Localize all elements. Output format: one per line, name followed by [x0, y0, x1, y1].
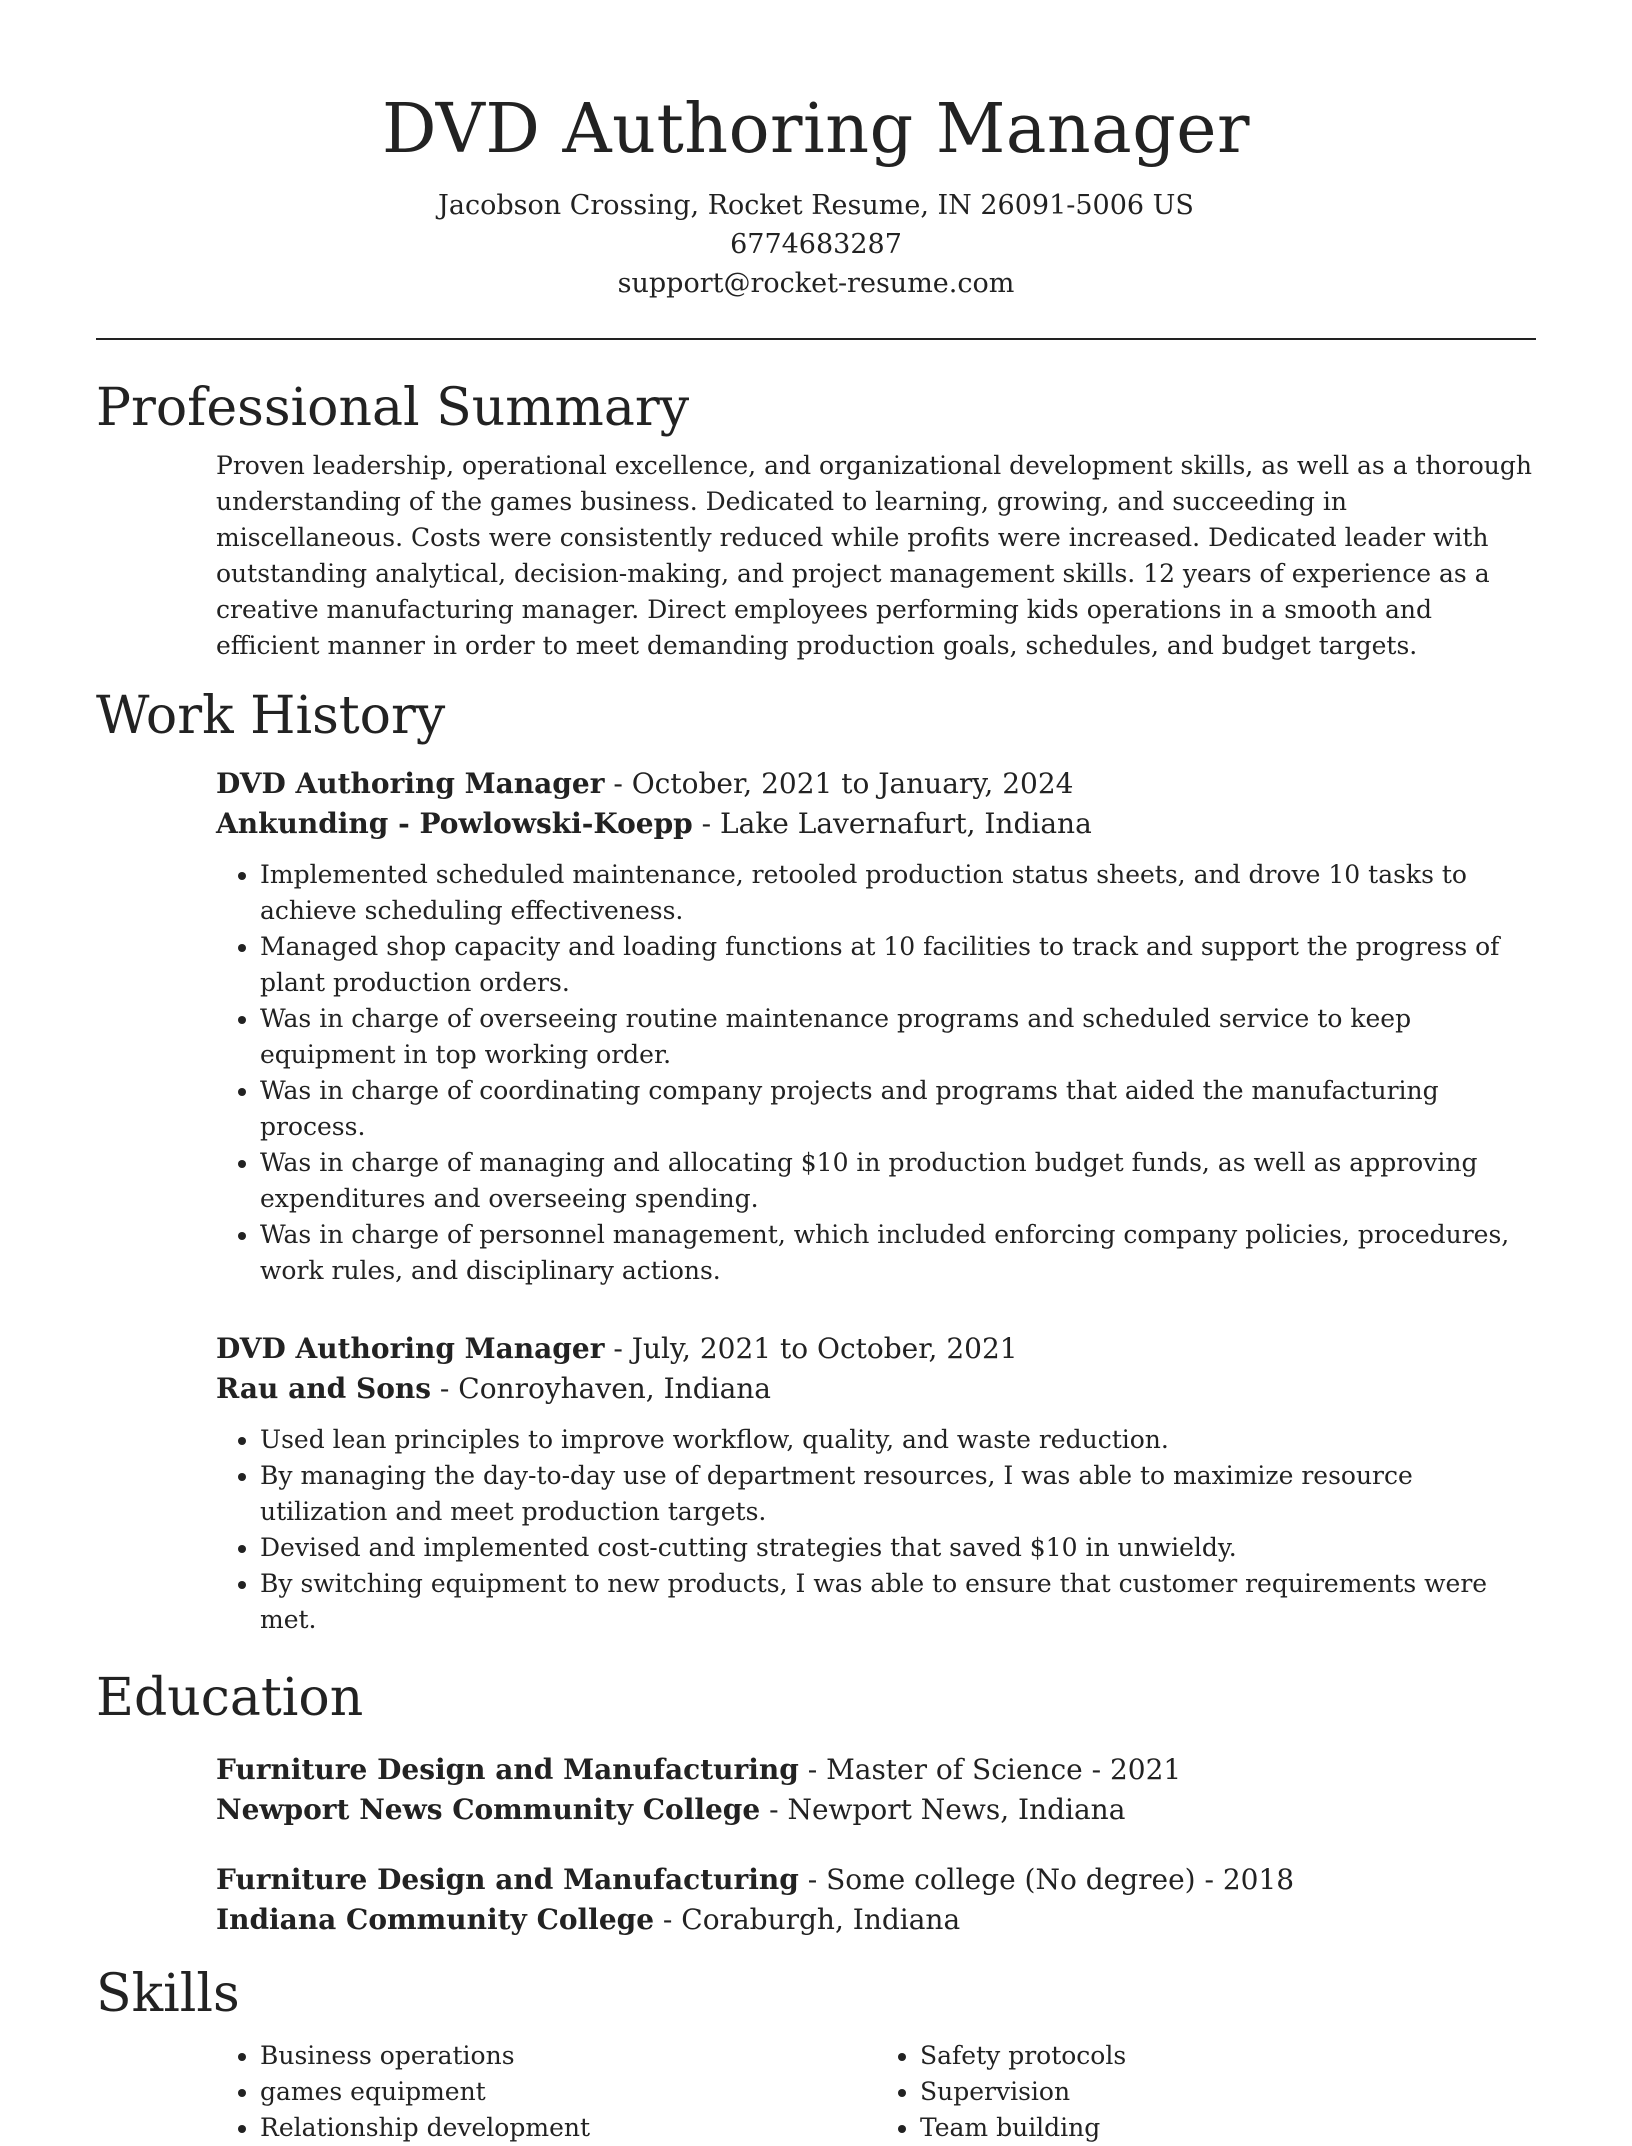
education-entry — [216, 1860, 1536, 1940]
education-heading: Education — [96, 1668, 364, 1728]
education-field: Furniture Design and Manufacturing — [216, 1863, 799, 1896]
skills-column-left — [216, 2038, 876, 2146]
job-company-line — [216, 1369, 1536, 1409]
skill-item: • Safety protocols — [920, 2038, 1536, 2074]
job-company-line — [216, 804, 1536, 844]
skill-item: • games equipment — [260, 2074, 876, 2110]
education-degree-year: - Master of Science - 2021 — [798, 1753, 1182, 1786]
contact-email: support@rocket-resume.com — [617, 268, 1015, 299]
education-degree-line — [216, 1750, 1536, 1790]
job-company: Rau and Sons — [216, 1372, 432, 1405]
education-school-line — [216, 1900, 1536, 1940]
education-school: Newport News Community College — [216, 1793, 761, 1826]
education-entry — [216, 1750, 1536, 1830]
work-history-heading: Work History — [96, 686, 446, 746]
job-role-line — [216, 1329, 1536, 1369]
skills-grid — [216, 2038, 1536, 2146]
skill-item: • Team building — [920, 2110, 1536, 2146]
job-bullets — [216, 1422, 1536, 1638]
contact-block — [96, 186, 1536, 303]
work-history-section — [96, 684, 1536, 1638]
job-bullet: • Used lean principles to improve workflow, quality, and waste reduction. — [260, 1422, 1536, 1458]
job-bullet: • Was in charge of managing and allocating $10 in production budget funds, as well as approving expenditures and overseeing spending. — [260, 1145, 1536, 1217]
skills-section — [96, 1962, 1536, 2146]
education-degree-year: - Some college (No degree) - 2018 — [798, 1863, 1295, 1896]
job-bullet: • Managed shop capacity and loading functions at 10 facilities to track and support the progress of plant production orders. — [260, 929, 1536, 1001]
job-bullet: • By managing the day-to-day use of department resources, I was able to maximize resource utilization and meet production targets. — [260, 1458, 1536, 1530]
job-role: DVD Authoring Manager — [216, 1332, 605, 1365]
header-divider — [96, 338, 1536, 340]
skill-item: • Relationship development — [260, 2110, 876, 2146]
job-role: DVD Authoring Manager — [216, 767, 605, 800]
job-location: - Conroyhaven, Indiana — [431, 1372, 771, 1405]
education-school-line — [216, 1790, 1536, 1830]
skills-heading: Skills — [96, 1964, 240, 2024]
job-role-line — [216, 764, 1536, 804]
resume-header — [96, 0, 1536, 303]
job-bullet: • Was in charge of coordinating company projects and programs that aided the manufacturing process. — [260, 1073, 1536, 1145]
summary-section — [96, 376, 1536, 664]
contact-phone: 6774683287 — [730, 229, 902, 260]
job-location: - Lake Lavernafurt, Indiana — [692, 807, 1092, 840]
candidate-title: DVD Authoring Manager — [381, 90, 1250, 169]
job-bullet: • Devised and implemented cost-cutting strategies that saved $10 in unwieldy. — [260, 1530, 1536, 1566]
job-dates: - July, 2021 to October, 2021 — [604, 1332, 1018, 1365]
summary-heading: Professional Summary — [96, 378, 690, 438]
job-entry — [216, 1329, 1536, 1638]
education-degree-line — [216, 1860, 1536, 1900]
job-bullets — [216, 857, 1536, 1289]
job-entry — [216, 764, 1536, 1289]
education-school: Indiana Community College — [216, 1903, 655, 1936]
skills-column-right — [876, 2038, 1536, 2146]
contact-address: Jacobson Crossing, Rocket Resume, IN 26091-5006 US — [438, 190, 1194, 221]
skill-item: • Business operations — [260, 2038, 876, 2074]
job-bullet: • Implemented scheduled maintenance, retooled production status sheets, and drove 10 tasks to achieve scheduling effectiveness. — [260, 857, 1536, 929]
education-location: - Coraburgh, Indiana — [654, 1903, 961, 1936]
job-dates: - October, 2021 to January, 2024 — [604, 767, 1074, 800]
job-bullet: • Was in charge of personnel management, which included enforcing company policies, procedures, work rules, and disciplinary actions. — [260, 1217, 1536, 1289]
education-field: Furniture Design and Manufacturing — [216, 1753, 799, 1786]
summary-text: Proven leadership, operational excellence, and organizational development skills, as well as a thorough understanding of the games business. Dedicated to learning, growing, and succeeding in miscellaneous. Costs were consistently reduced while profits were increased. Dedicated leader with outstanding analytical, decision-making, and project management skills. 12 years of experience as a creative manufacturing manager. Direct employees performing kids operations in a smooth and efficient manner in order to meet demanding production goals, schedules, and budget targets. — [216, 451, 1532, 660]
skill-item: • Supervision — [920, 2074, 1536, 2110]
job-bullet: • By switching equipment to new products, I was able to ensure that customer requirements were met. — [260, 1566, 1536, 1638]
education-section — [96, 1666, 1536, 1940]
job-bullet: • Was in charge of overseeing routine maintenance programs and scheduled service to keep equipment in top working order. — [260, 1001, 1536, 1073]
education-location: - Newport News, Indiana — [760, 1793, 1126, 1826]
job-company: Ankunding - Powlowski-Koepp — [216, 807, 693, 840]
